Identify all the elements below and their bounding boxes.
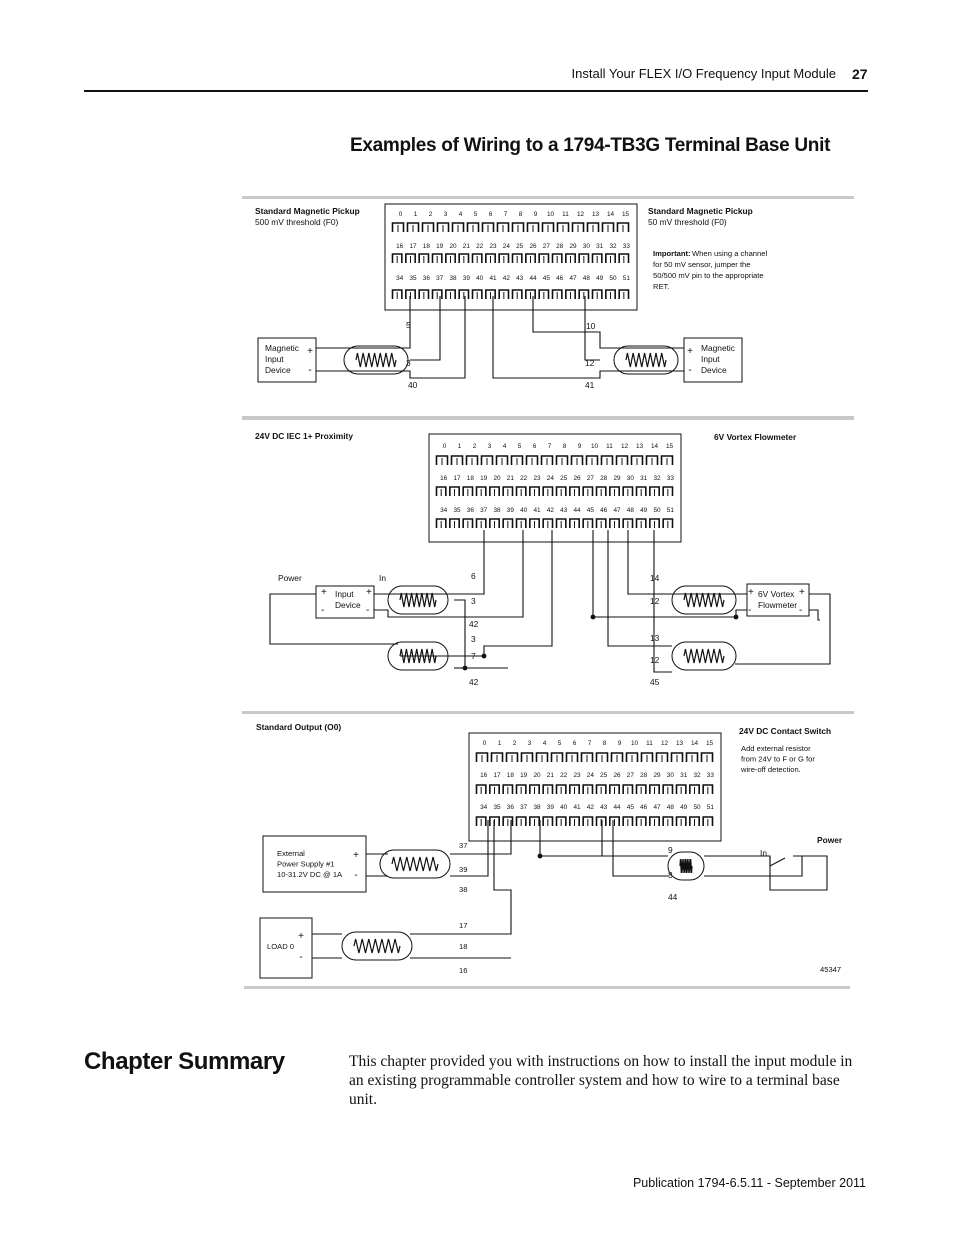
panel1-terminal-base-terminal-label: 5 xyxy=(473,211,478,218)
panel2-left-heading: 24V DC IEC 1+ Proximity xyxy=(255,431,353,441)
panel1-terminal-base-terminal-label: 45 xyxy=(542,275,550,282)
panel2-terminal-base-terminal-label: 37 xyxy=(480,507,488,514)
panel2-wire-label: 3 xyxy=(471,634,476,644)
panel3-terminal-base-terminal-label: 2 xyxy=(512,740,517,747)
panel1-terminal-base-terminal-label: 1 xyxy=(413,211,418,218)
panel1-terminal-base-terminal-label: 49 xyxy=(596,275,604,282)
panel2-right-heading: 6V Vortex Flowmeter xyxy=(714,432,797,442)
panel2-terminal-base-terminal-label: 24 xyxy=(546,475,554,482)
panel3-terminal-base-terminal-label: 50 xyxy=(693,804,701,811)
panel2-terminal-base-outline xyxy=(429,434,681,542)
panel1-terminal-base-terminal-label: 29 xyxy=(569,243,577,250)
panel3-terminal-base-terminal-label: 38 xyxy=(533,804,541,811)
panel1-important-note: for 50 mV sensor, jumper the xyxy=(653,260,751,269)
panel3-terminal-base-terminal-label: 41 xyxy=(573,804,581,811)
plus-sign: + xyxy=(307,346,313,357)
wire-3 xyxy=(410,296,440,360)
panel1-left-heading: Standard Magnetic Pickup xyxy=(255,206,360,216)
panel2-terminal-base-terminal-label: 35 xyxy=(453,507,461,514)
panel2-terminal-base-terminal-label: 25 xyxy=(560,475,568,482)
panel2-terminal-base-terminal-label: 0 xyxy=(442,443,447,450)
panel1-terminal-base-terminal-label: 14 xyxy=(606,211,615,218)
panel2-terminal-base-terminal-label: 4 xyxy=(502,443,507,450)
panel3-terminal-base-terminal-label: 3 xyxy=(527,740,532,747)
panel1-terminal-base-terminal-label: 41 xyxy=(489,275,497,282)
panel2-terminal-base-terminal-label: 44 xyxy=(573,507,581,514)
minus-sign: - xyxy=(799,605,803,616)
panel3-wire-label: 38 xyxy=(459,885,468,894)
panel2-terminal-base-terminal-label: 40 xyxy=(520,507,528,514)
minus-sign: - xyxy=(748,605,752,616)
panel1-terminal-base-terminal-label: 40 xyxy=(476,275,484,282)
panel2-terminal-base-terminal-label: 10 xyxy=(590,443,599,450)
panel2-wire-label: 14 xyxy=(650,573,660,583)
panel1-terminal-base-terminal-label: 36 xyxy=(422,275,430,282)
panel2-in-label: In xyxy=(379,573,386,583)
panel1-terminal-base-terminal-label: 3 xyxy=(443,211,448,218)
minus-sign: - xyxy=(321,605,325,616)
panel2-terminal-base-terminal-label: 33 xyxy=(666,475,674,482)
page-number: 27 xyxy=(852,66,868,82)
panel2-input-device-label: Input xyxy=(335,589,354,599)
panel2-wire-label: 45 xyxy=(650,677,660,687)
panel1-terminal-base-terminal-label: 13 xyxy=(591,211,600,218)
panel3-terminal-base-terminal-label: 10 xyxy=(630,740,639,747)
panel2-terminal-base-terminal-label: 16 xyxy=(440,475,448,482)
panel3-wire-label: 37 xyxy=(459,841,468,850)
panel1-terminal-base-terminal-label: 28 xyxy=(556,243,564,250)
panel1-wire-label: 12 xyxy=(585,358,595,368)
panel2-terminal-base-terminal-label: 45 xyxy=(586,507,594,514)
wire xyxy=(613,820,668,876)
chapter-body-text: This chapter provided you with instructions on how to install the input module in an existing programmable controller system and how to wire to a terminal base unit. xyxy=(349,1053,853,1108)
panel3-terminal-base-terminal-label: 0 xyxy=(482,740,487,747)
panel3-terminal-base-terminal-label: 34 xyxy=(480,804,488,811)
minus-sign: - xyxy=(354,870,358,881)
panel1-terminal-base-terminal-label: 43 xyxy=(516,275,524,282)
panel1-terminal-base-terminal-label: 35 xyxy=(409,275,417,282)
panel1-terminal-base-terminal-label: 50 xyxy=(609,275,617,282)
panel2-terminal-base-terminal-label: 13 xyxy=(635,443,644,450)
panel3-terminal-base-terminal-label: 23 xyxy=(573,772,581,779)
panel2-terminal-base-terminal-label: 3 xyxy=(487,443,492,450)
panel1-terminal-base-terminal-label: 15 xyxy=(621,211,630,218)
panel3-terminal-base-terminal-label: 26 xyxy=(613,772,621,779)
panel3-terminal-base-terminal-label: 22 xyxy=(560,772,568,779)
panel2-terminal-base-terminal-label: 41 xyxy=(533,507,541,514)
plus-sign: + xyxy=(298,931,304,942)
switch-contact xyxy=(704,856,785,866)
panel2-terminal-base-terminal-label: 9 xyxy=(577,443,582,450)
panel2-wire-label: 42 xyxy=(469,619,479,629)
panel3-terminal-base-terminal-label: 29 xyxy=(653,772,661,779)
panel1-right-device-label: Device xyxy=(701,365,727,375)
panel3-terminal-base-terminal-label: 13 xyxy=(675,740,684,747)
panel3-terminal-base-terminal-label: 4 xyxy=(542,740,547,747)
panel2-terminal-base-terminal-label: 29 xyxy=(613,475,621,482)
panel3-terminal-base-terminal-label: 32 xyxy=(693,772,701,779)
panel2-terminal-base-terminal-label: 18 xyxy=(466,475,474,482)
panel1-terminal-base-terminal-label: 30 xyxy=(582,243,590,250)
panel3-terminal-base-terminal-label: 51 xyxy=(706,804,714,811)
panel3-terminal-base-terminal-label: 18 xyxy=(506,772,514,779)
panel2-terminal-base-terminal-label: 20 xyxy=(493,475,501,482)
panel1-right-heading: Standard Magnetic Pickup xyxy=(648,206,753,216)
panel3-terminal-base-terminal-label: 47 xyxy=(653,804,661,811)
panel3-resistor-note: wire-off detection. xyxy=(741,765,801,774)
panel1-terminal-base-terminal-label: 6 xyxy=(488,211,493,218)
panel2-vortex-cable-winding xyxy=(684,593,724,607)
junction-dot xyxy=(463,666,468,671)
panel2-terminal-base-terminal-label: 22 xyxy=(520,475,528,482)
panel1-terminal-base-terminal-label: 42 xyxy=(502,275,510,282)
panel3-terminal-base-terminal-label: 19 xyxy=(520,772,528,779)
panel2-wire-label: 6 xyxy=(471,571,476,581)
panel3-wire-label: 39 xyxy=(459,865,468,874)
panel1-terminal-base-terminal-label: 32 xyxy=(609,243,617,250)
panel3-terminal-base-terminal-label: 36 xyxy=(506,804,514,811)
panel1-terminal-base-terminal-label: 34 xyxy=(396,275,404,282)
panel1-terminal-base-terminal-label: 17 xyxy=(409,243,417,250)
panel2-terminal-base-terminal-label: 27 xyxy=(586,475,594,482)
panel1-terminal-base-terminal-label: 24 xyxy=(502,243,510,250)
panel3-terminal-base-terminal-label: 49 xyxy=(680,804,688,811)
panel1-terminal-base-terminal-label: 7 xyxy=(503,211,508,218)
panel2-terminal-base-terminal-label: 5 xyxy=(517,443,522,450)
panel1-terminal-base-terminal-label: 18 xyxy=(422,243,430,250)
junction-dot xyxy=(538,854,543,859)
junction-dot xyxy=(482,654,487,659)
panel1-terminal-base-terminal-label: 21 xyxy=(462,243,470,250)
header-rule xyxy=(84,90,868,92)
panel2-terminal-base-terminal-label: 28 xyxy=(600,475,608,482)
plus-sign: + xyxy=(321,587,327,598)
panel2-terminal-base-terminal-label: 46 xyxy=(600,507,608,514)
panel2-terminal-base-terminal-label: 26 xyxy=(573,475,581,482)
panel1-important-note: When using a channel xyxy=(692,249,768,258)
panel3-resistor-note: Add external resistor xyxy=(741,744,811,753)
panel1-wire-label: 41 xyxy=(585,380,595,390)
panel3-terminal-base-terminal-label: 30 xyxy=(666,772,674,779)
panel1-terminal-base-terminal-label: 4 xyxy=(458,211,463,218)
wire xyxy=(602,820,668,856)
wire xyxy=(400,530,552,656)
panel3-terminal-base-terminal-label: 25 xyxy=(600,772,608,779)
panel2-wire-label: 12 xyxy=(650,596,660,606)
panel1-wire-label: 40 xyxy=(408,380,418,390)
panel2-wire-label: 13 xyxy=(650,633,660,643)
wire xyxy=(628,530,747,594)
panel1-terminal-base-terminal-label: 20 xyxy=(449,243,457,250)
minus-sign: - xyxy=(366,605,370,616)
panel3-terminal-base-terminal-label: 24 xyxy=(586,772,594,779)
junction-dot xyxy=(591,615,596,620)
panel2-terminal-base-terminal-label: 48 xyxy=(626,507,634,514)
panel1-right-cable-winding xyxy=(626,353,666,367)
panel2-terminal-base-terminal-label: 36 xyxy=(466,507,474,514)
panel1-terminal-base-terminal-label: 27 xyxy=(542,243,550,250)
wire xyxy=(809,610,820,620)
panel1-important-label: Important: xyxy=(653,249,691,258)
panel2-terminal-base-terminal-label: 50 xyxy=(653,507,661,514)
panel2-terminal-base-terminal-label: 30 xyxy=(626,475,634,482)
panel1-terminal-base-terminal-label: 2 xyxy=(428,211,433,218)
panel1-terminal-base-terminal-label: 47 xyxy=(569,275,577,282)
panel3-terminal-base-terminal-label: 9 xyxy=(617,740,622,747)
wire-5 xyxy=(316,296,410,348)
panel1-terminal-base-terminal-label: 39 xyxy=(462,275,470,282)
panel1-terminal-base-terminal-label: 8 xyxy=(518,211,523,218)
panel3-terminal-base-terminal-label: 1 xyxy=(497,740,502,747)
panel1-terminal-base-terminal-label: 38 xyxy=(449,275,457,282)
wiring-diagram xyxy=(240,190,854,990)
panel2-terminal-base-terminal-label: 8 xyxy=(562,443,567,450)
minus-sign: - xyxy=(308,365,312,376)
panel2-terminal-base-terminal-label: 7 xyxy=(547,443,552,450)
plus-sign: + xyxy=(687,346,693,357)
panel3-terminal-base-terminal-label: 6 xyxy=(572,740,577,747)
panel3-terminal-base-terminal-label: 45 xyxy=(626,804,634,811)
panel2-wire-label: 12 xyxy=(650,655,660,665)
panel1-terminal-base-terminal-label: 33 xyxy=(622,243,630,250)
panel1-terminal-base-terminal-label: 51 xyxy=(622,275,630,282)
panel3-terminal-base-terminal-label: 12 xyxy=(660,740,669,747)
wire xyxy=(704,856,802,876)
panel2-terminal-base-terminal-label: 12 xyxy=(620,443,629,450)
panel1-terminal-base-terminal-label: 48 xyxy=(582,275,590,282)
panel3-left-heading: Standard Output (O0) xyxy=(256,722,342,732)
panel2-terminal-base-terminal-label: 38 xyxy=(493,507,501,514)
panel2-terminal-base-terminal-label: 2 xyxy=(472,443,477,450)
panel1-right-device-label: Input xyxy=(701,354,720,364)
publication-footer: Publication 1794-6.5.11 - September 2011 xyxy=(632,1176,866,1190)
plus-sign: + xyxy=(366,587,372,598)
panel3-supply-cable-winding xyxy=(392,857,438,871)
panel2-lower-right-cable-winding xyxy=(684,649,724,663)
panel3-terminal-base-terminal-label: 39 xyxy=(546,804,554,811)
panel3-terminal-base-terminal-label: 37 xyxy=(520,804,528,811)
panel3-terminal-base-terminal-label: 7 xyxy=(587,740,592,747)
panel2-terminal-base-terminal-label: 15 xyxy=(665,443,674,450)
panel2-input-cable-winding xyxy=(400,593,436,607)
panel3-terminal-base-terminal-label: 15 xyxy=(705,740,714,747)
panel3-terminal-base-terminal-label: 21 xyxy=(546,772,554,779)
panel2-terminal-base-terminal-label: 47 xyxy=(613,507,621,514)
panel1-terminal-base-terminal-label: 0 xyxy=(398,211,403,218)
panel3-terminal-base-terminal-label: 44 xyxy=(613,804,621,811)
panel3-supply-label: 10-31.2V DC @ 1A xyxy=(277,870,343,879)
panel1-terminal-base-outline xyxy=(385,204,637,310)
figure-title: Examples of Wiring to a 1794-TB3G Terminal Base Unit xyxy=(350,135,831,156)
panel3-terminal-base-terminal-label: 33 xyxy=(706,772,714,779)
panel1-terminal-base-terminal-label: 25 xyxy=(516,243,524,250)
wire xyxy=(454,600,508,668)
panel1-terminal-base-terminal-label: 44 xyxy=(529,275,537,282)
panel3-terminal-base-terminal-label: 16 xyxy=(480,772,488,779)
panel1-terminal-base-terminal-label: 46 xyxy=(556,275,564,282)
wire-10 xyxy=(533,296,684,348)
panel1-terminal-base-terminal-label: 22 xyxy=(476,243,484,250)
panel2-terminal-base-terminal-label: 39 xyxy=(506,507,514,514)
panel3-terminal-base-terminal-label: 42 xyxy=(586,804,594,811)
panel3-terminal-base-terminal-label: 8 xyxy=(602,740,607,747)
panel1-left-device-label: Input xyxy=(265,354,284,364)
junction-dot xyxy=(734,615,739,620)
wire xyxy=(374,530,523,617)
panel3-terminal-base-terminal-label: 28 xyxy=(640,772,648,779)
panel3-terminal-base-terminal-label: 5 xyxy=(557,740,562,747)
panel3-terminal-base-terminal-label: 20 xyxy=(533,772,541,779)
panel2-terminal-base-terminal-label: 32 xyxy=(653,475,661,482)
panel1-terminal-base-terminal-label: 10 xyxy=(546,211,555,218)
minus-sign: - xyxy=(299,952,303,963)
panel1-important-note: 50/500 mV pin to the appropriate xyxy=(653,271,764,280)
panel1-terminal-base-terminal-label: 12 xyxy=(576,211,585,218)
panel1-right-device-label: Magnetic xyxy=(701,343,735,353)
panel1-terminal-base-terminal-label: 11 xyxy=(562,211,569,218)
panel3-terminal-base-terminal-label: 17 xyxy=(493,772,501,779)
panel3-power-label: Power xyxy=(817,835,843,845)
panel1-right-subheading: 50 mV threshold (F0) xyxy=(648,217,727,227)
panel2-terminal-base-terminal-label: 17 xyxy=(453,475,461,482)
panel2-terminal-base-terminal-label: 21 xyxy=(506,475,514,482)
running-head-title: Install Your FLEX I/O Frequency Input Module xyxy=(571,66,836,81)
panel3-terminal-base-terminal-label: 11 xyxy=(646,740,653,747)
panel1-terminal-base-terminal-label: 31 xyxy=(596,243,604,250)
panel2-wire-label: 42 xyxy=(469,677,479,687)
panel2-terminal-base-terminal-label: 31 xyxy=(640,475,648,482)
panel3-wire-label: 18 xyxy=(459,942,468,951)
panel3-terminal-base-terminal-label: 14 xyxy=(690,740,699,747)
wire-40 xyxy=(316,296,465,378)
panel3-resistor-note: from 24V to F or G for xyxy=(741,754,815,764)
panel3-terminal-base-outline xyxy=(469,733,721,841)
panel3-terminal-base-terminal-label: 40 xyxy=(560,804,568,811)
panel1-left-subheading: 500 mV threshold (F0) xyxy=(255,217,339,227)
panel2-vortex-label: 6V Vortex xyxy=(758,589,795,599)
panel3-terminal-base-terminal-label: 48 xyxy=(666,804,674,811)
panel2-terminal-base-terminal-label: 43 xyxy=(560,507,568,514)
panel3-supply-label: Power Supply #1 xyxy=(277,859,335,869)
panel1-left-cable-winding xyxy=(356,353,396,367)
panel3-wire-label: 17 xyxy=(459,921,468,930)
panel1-terminal-base-terminal-label: 37 xyxy=(436,275,444,282)
panel2-terminal-base-terminal-label: 49 xyxy=(640,507,648,514)
panel2-terminal-base-terminal-label: 51 xyxy=(666,507,674,514)
panel2-input-device-label: Device xyxy=(335,600,361,610)
panel3-wire-label: 8 xyxy=(668,870,673,880)
panel3-terminal-base-terminal-label: 46 xyxy=(640,804,648,811)
panel1-terminal-base-terminal-label: 26 xyxy=(529,243,537,250)
panel2-terminal-base-terminal-label: 1 xyxy=(457,443,462,450)
plus-sign: + xyxy=(748,587,754,598)
diagram-labels xyxy=(255,206,843,975)
panel1-left-device-label: Magnetic xyxy=(265,343,299,353)
panel1-wire-label: 5 xyxy=(406,320,411,330)
wire-power-left xyxy=(270,594,398,644)
panel2-terminal-base-terminal-label: 42 xyxy=(546,507,554,514)
plus-sign: + xyxy=(799,587,805,598)
panel3-wire-label: 44 xyxy=(668,892,678,902)
figure-id-number: 45347 xyxy=(820,965,842,974)
panel1-terminal-base-terminal-label: 9 xyxy=(533,211,538,218)
chapter-heading: Chapter Summary xyxy=(84,1048,285,1075)
panel1-terminal-base-terminal-label: 19 xyxy=(436,243,444,250)
panel3-load-label: LOAD 0 xyxy=(267,942,295,951)
panel1-terminal-base-terminal-label: 23 xyxy=(489,243,497,250)
panel2-wire-label: 7 xyxy=(471,651,476,661)
wire xyxy=(608,530,672,646)
panel1-terminal-base-terminal-label: 16 xyxy=(396,243,404,250)
panel2-terminal-base-terminal-label: 19 xyxy=(480,475,488,482)
panel2-vortex-label: Flowmeter xyxy=(758,600,798,610)
minus-sign: - xyxy=(688,365,692,376)
panel3-load-cable-winding xyxy=(354,939,400,953)
panel2-wire-label: 3 xyxy=(471,596,476,606)
panel3-terminal-base-terminal-label: 27 xyxy=(626,772,634,779)
panel2-terminal-base-terminal-label: 14 xyxy=(650,443,659,450)
panel2-terminal-base-terminal-label: 6 xyxy=(532,443,537,450)
panel2-terminal-base-terminal-label: 23 xyxy=(533,475,541,482)
panel2-terminal-base-terminal-label: 34 xyxy=(440,507,448,514)
panel2-terminal-base-terminal-label: 11 xyxy=(606,443,613,450)
panel3-wire-label: 9 xyxy=(668,845,673,855)
wire xyxy=(410,820,511,934)
plus-sign: + xyxy=(353,850,359,861)
panel3-right-heading: 24V DC Contact Switch xyxy=(739,726,832,736)
panel3-terminal-base-terminal-label: 35 xyxy=(493,804,501,811)
panel3-wire-label: 16 xyxy=(459,966,468,975)
panel1-left-device-label: Device xyxy=(265,365,291,375)
panel3-terminal-base-terminal-label: 43 xyxy=(600,804,608,811)
panel2-power-label: Power xyxy=(278,573,302,583)
panel3-supply-label: External xyxy=(277,849,305,858)
panel3-terminal-base-terminal-label: 31 xyxy=(680,772,688,779)
panel1-important-note: RET. xyxy=(653,282,670,291)
panel3-switch-cable-winding xyxy=(680,859,692,873)
panel2-lower-left-cable-winding xyxy=(400,649,436,663)
panel1-wire-label: 10 xyxy=(586,321,596,331)
panel3-in-label: In xyxy=(760,848,767,858)
panel1-wire-label: 3 xyxy=(406,358,411,368)
